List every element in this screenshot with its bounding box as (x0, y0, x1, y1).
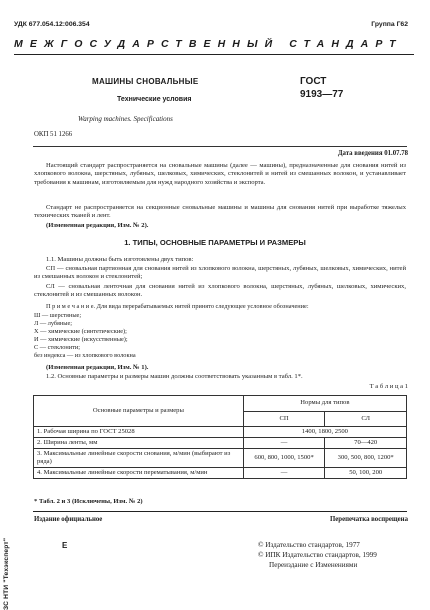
note-item: Ш — шерстяные; (34, 312, 82, 319)
copyright-publisher: © Издательство стандартов, 1977 (258, 541, 360, 549)
note-intro: П р и м е ч а н и е. Для вида перерабатываемых нитей принято следующее условное обозначение: (46, 303, 309, 310)
table-row (34, 468, 407, 479)
column-header-params: Основные параметры и размеры (34, 396, 244, 427)
note-item: Л — лубяные; (34, 319, 73, 327)
section-heading: 1. ТИПЫ, ОСНОВНЫЕ ПАРАМЕТРЫ И РАЗМЕРЫ (124, 238, 306, 247)
reissue-note: Переиздание с Изменениями (269, 561, 358, 569)
param-cell: 1. Рабочая ширина по ГОСТ 25028 (34, 427, 244, 438)
norm-cell-sl: 70—420 (325, 438, 407, 449)
note-item: без индекса — из хлопкового волокна (34, 351, 136, 359)
note-list (34, 312, 136, 359)
column-header-sl: СЛ (325, 411, 407, 427)
table-row (34, 438, 407, 449)
document-subtitle: Технические условия (117, 96, 192, 103)
clause-1-2: 1.2. Основные параметры и размеры машин должны соответствовать указанным в табл. 1*. (46, 373, 303, 380)
parameters-table (33, 395, 407, 479)
table-row (34, 427, 407, 438)
table-footnote: * Табл. 2 и 3 (Исключены, Изм. № 2) (34, 498, 143, 505)
norm-cell-sl: 300, 500, 800, 1200* (325, 449, 407, 468)
norm-cell-sp: — (243, 438, 325, 449)
edition-letter: E (62, 541, 68, 550)
type-sl-description: СЛ — сновальная ленточная для снования нитей из хлопкового волокна, шерстяных, лубяных, шелковых, химических, стеклонитей и из смешанных волокон. (34, 283, 406, 299)
intro-date: Дата введения 01.07.78 (337, 150, 408, 157)
note-item: И — химические (искусственные); (34, 335, 128, 343)
udk-code: УДК 677.054.12:006.354 (14, 21, 90, 28)
side-stamp: ЗС НТИ "Техэксперт" (3, 537, 10, 610)
gost-number: 9193—77 (300, 89, 344, 100)
note-item: Х — химические (синтетические); (34, 327, 127, 335)
norm-cell-merged: 1400, 1800, 2500 (243, 427, 406, 438)
document-title: МАШИНЫ СНОВАЛЬНЫЕ (92, 77, 199, 86)
exclusion-paragraph: Стандарт не распространяется на секционные сновальные машины и машины для снования нитей при выработке тяжелых технических тканей и лент. (34, 204, 406, 220)
column-header-sp: СП (243, 411, 325, 427)
table-caption: Т а б л и ц а 1 (369, 383, 408, 390)
amendment-note-1: (Измененная редакция, Изм. № 1). (46, 364, 149, 371)
okp-code: ОКП 51 1266 (34, 131, 73, 138)
title-rule (33, 146, 407, 147)
type-sp-description: СП — сновальная партионная для снования нитей из хлопкового волокна, шерстяных, лубяных, шелковых, химических, нитей из смешанных волокон и стеклонитей; (34, 265, 406, 281)
norm-cell-sp: — (243, 468, 325, 479)
english-title: Warping machines. Specifications (78, 115, 173, 123)
clause-1-1: 1.1. Машины должны быть изготовлены двух типов: (46, 256, 194, 263)
footer-rule (33, 511, 407, 512)
norm-cell-sl: 50, 100, 200 (325, 468, 407, 479)
param-cell: 4. Максимальные линейные скорости перематывания, м/мин (34, 468, 244, 479)
table-header-row (34, 396, 407, 412)
gost-label: ГОСТ (300, 76, 327, 87)
copyright-ipk: © ИПК Издательство стандартов, 1999 (258, 551, 377, 559)
norm-cell-sp: 600, 800, 1000, 1500* (243, 449, 325, 468)
param-cell: 3. Максимальные линейные скорости снования, м/мин (выбирают из ряда) (34, 449, 244, 468)
group-code: Группа Г62 (371, 21, 408, 28)
banner-rule (14, 54, 414, 55)
param-cell: 2. Ширина ленты, мм (34, 438, 244, 449)
column-header-norms: Нормы для типов (243, 396, 406, 412)
amendment-note-2: (Измененная редакция, Изм. № 2). (46, 222, 149, 229)
note-item: С — стеклонити; (34, 343, 80, 351)
official-edition: Издание официальное (34, 516, 103, 523)
standard-banner: МЕЖГОСУДАРСТВЕННЫЙ СТАНДАРТ (14, 38, 403, 50)
table-row (34, 449, 407, 468)
reprint-prohibited: Перепечатка воспрещена (330, 516, 408, 523)
scope-paragraph: Настоящий стандарт распространяется на сновальные машины (далее — машины), предназначенные для снования нитей из хлопкового волокна, шерстяных, лубяных, шелковых, химических, стеклонитей и нитей из смешанных волокон, и устанавливает требования к машинам, изготовляемым для нужд народного хозяйства и экспорта. (34, 162, 406, 186)
